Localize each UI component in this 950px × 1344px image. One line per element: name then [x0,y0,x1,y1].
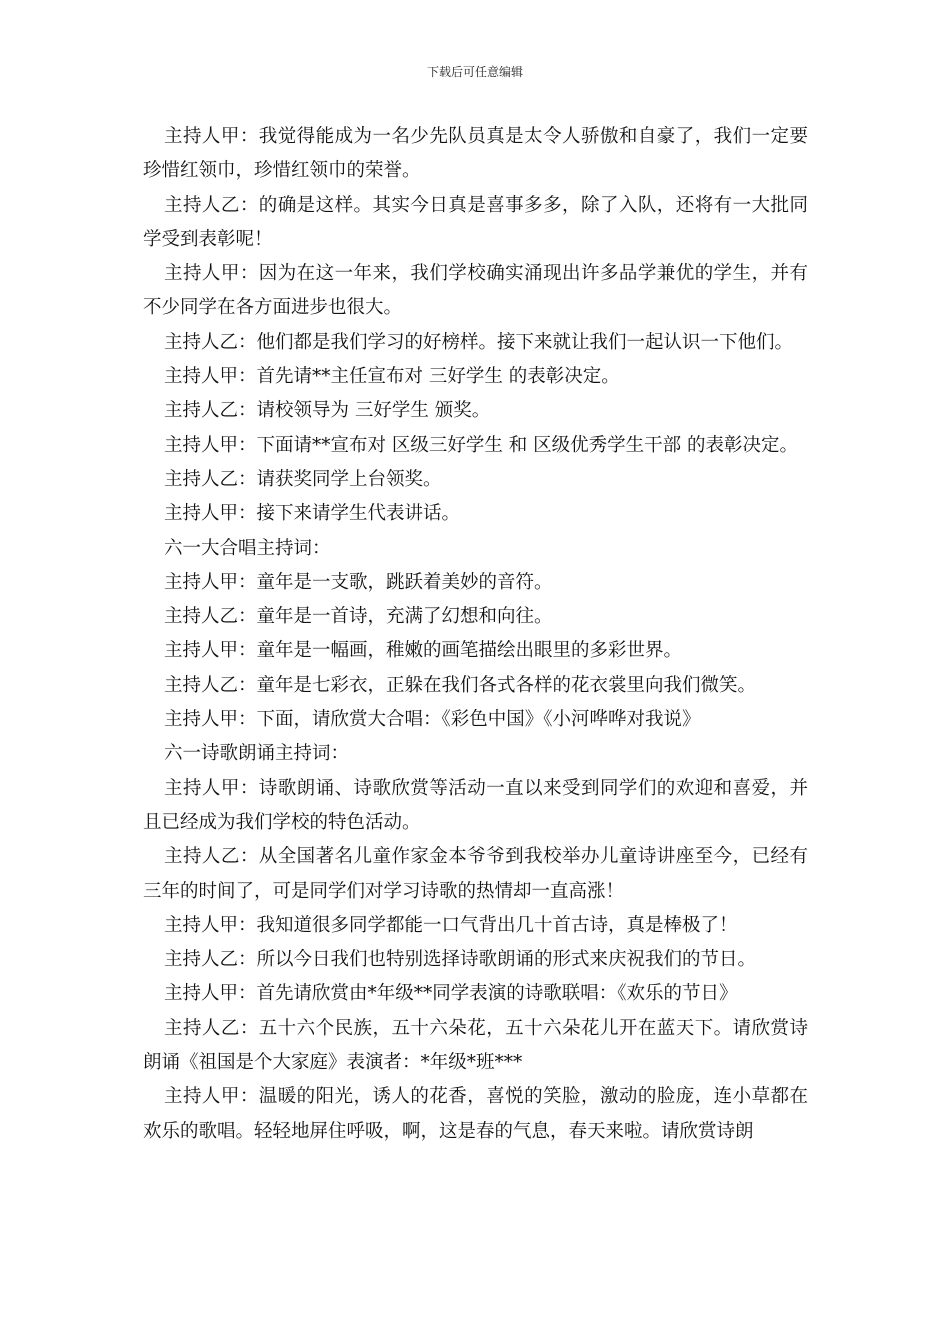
paragraph: 主持人甲：温暖的阳光，诱人的花香，喜悦的笑脸，激动的脸庞，连小草都在欢乐的歌唱。轻轻地屏住呼吸，啊，这是春的气息，春天来啦。请欣赏诗朗 [143,1086,808,1142]
paragraph: 主持人乙：的确是这样。其实今日真是喜事多多，除了入队，还将有一大批同学受到表彰呢！ [143,194,808,250]
paragraph: 主持人甲：童年是一支歌，跳跃着美妙的音符。 [164,571,553,593]
paragraph: 主持人乙：所以今日我们也特别选择诗歌朗诵的形式来庆祝我们的节日。 [164,949,757,971]
header-note: 下载后可任意编辑 [426,65,523,79]
paragraph: 主持人乙：童年是七彩衣，正躲在我们各式各样的花衣裳里向我们微笑。 [164,674,757,696]
section-heading: 六一诗歌朗诵主持词： [164,743,350,765]
paragraph: 主持人乙：从全国著名儿童作家金本爷爷到我校举办儿童诗讲座至今，已经有三年的时间了，可是同学们对学习诗歌的热情却一直高涨！ [143,846,808,902]
paragraph: 主持人甲：童年是一幅画，稚嫩的画笔描绘出眼里的多彩世界。 [164,640,683,662]
paragraph: 主持人甲：诗歌朗诵、诗歌欣赏等活动一直以来受到同学们的欢迎和喜爱，并且已经成为我们学校的特色活动。 [143,777,808,833]
paragraph: 主持人甲：我知道很多同学都能一口气背出几十首古诗，真是棒极了！ [164,914,738,936]
paragraph: 主持人甲：因为在这一年来，我们学校确实涌现出许多品学兼优的学生，并有不少同学在各方面进步也很大。 [143,263,808,319]
paragraph: 主持人甲：首先请欣赏由*年级**同学表演的诗歌联唱：《欢乐的节日》 [164,983,738,1005]
paragraph: 主持人甲：下面请**宣布对 区级三好学生 和 区级优秀学生干部 的表彰决定。 [164,434,799,456]
paragraph: 主持人甲：下面，请欣赏大合唱：《彩色中国》《小河哗哗对我说》 [164,709,701,731]
paragraph: 主持人乙：童年是一首诗，充满了幻想和向往。 [164,606,553,628]
document-body [143,120,808,1149]
paragraph: 主持人甲：我觉得能成为一名少先队员真是太令人骄傲和自豪了，我们一定要珍惜红领巾，珍惜红领巾的荣誉。 [143,126,808,182]
paragraph: 主持人乙：他们都是我们学习的好榜样。接下来就让我们一起认识一下他们。 [164,331,794,353]
paragraph: 主持人甲：接下来请学生代表讲话。 [164,503,461,525]
section-heading: 六一大合唱主持词： [164,537,331,559]
paragraph: 主持人甲：首先请**主任宣布对 三好学生 的表彰决定。 [164,366,620,388]
paragraph: 主持人乙：请获奖同学上台领奖。 [164,468,442,490]
paragraph: 主持人乙：五十六个民族，五十六朵花，五十六朵花儿开在蓝天下。请欣赏诗朗诵《祖国是个大家庭》表演者：*年级*班*** [143,1017,808,1074]
paragraph: 主持人乙：请校领导为 三好学生 颁奖。 [164,400,491,422]
